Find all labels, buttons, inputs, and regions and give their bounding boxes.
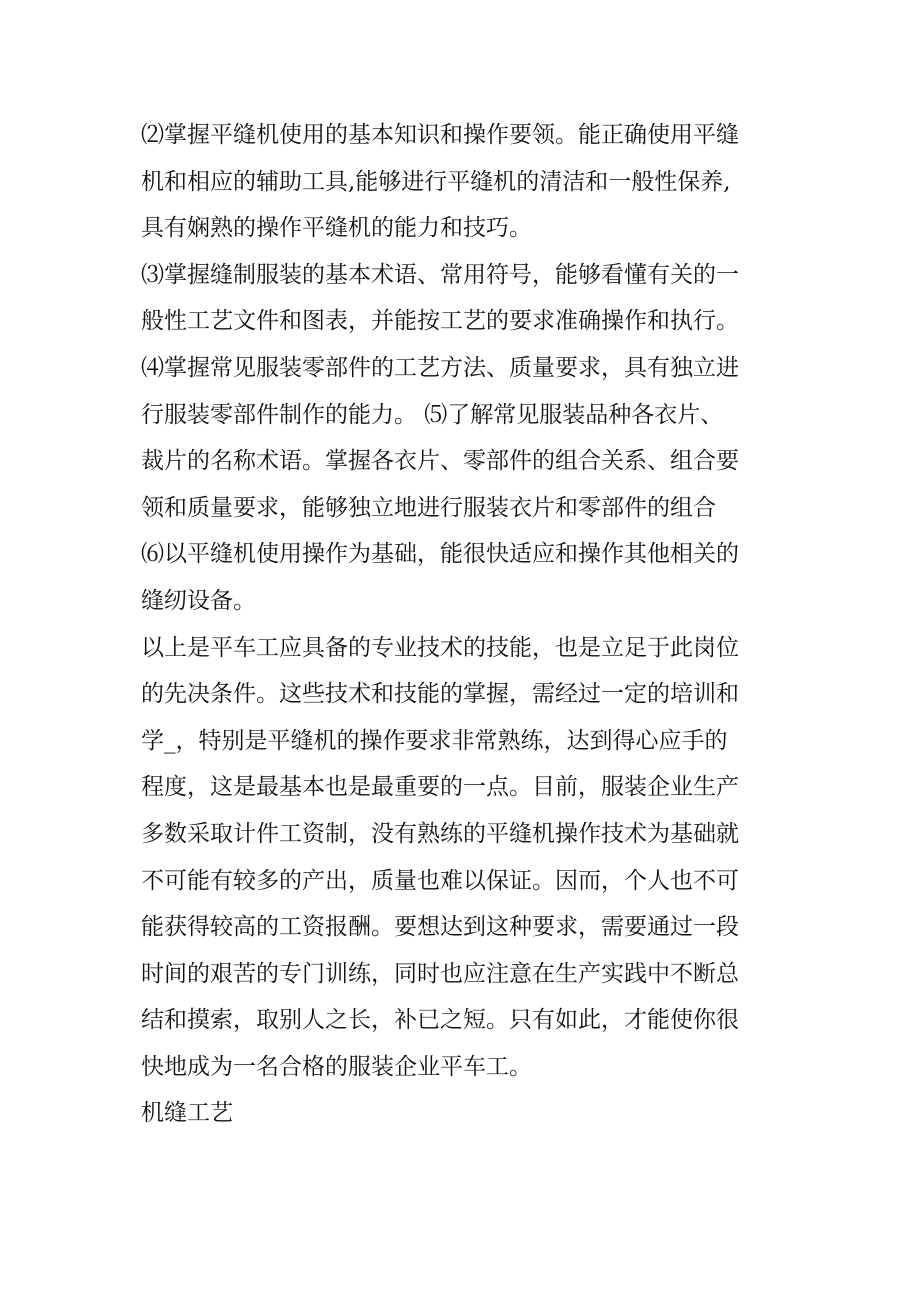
text-line: 学_，特别是平缝机的操作要求非常熟练，达到得心应手的 (141, 727, 728, 754)
text-line: 以上是平车工应具备的专业技术的技能，也是立足于此岗位 (141, 634, 739, 661)
text-line: 裁片的名称术语。掌握各衣片、零部件的组合关系、组合要 (141, 448, 739, 475)
text-line: 领和质量要求，能够独立地进行服装衣片和零部件的组合 (141, 494, 716, 521)
text-line: 时间的艰苦的专门训练，同时也应注意在生产实践中不断总 (141, 960, 739, 987)
text-line: 结和摸索，取别人之长，补已之短。只有如此，才能使你很 (141, 1007, 739, 1034)
text-line: 快地成为一名合格的服装企业平车工。 (141, 1053, 532, 1080)
text-line: 具有娴熟的操作平缝机的能力和技巧。 (141, 215, 532, 242)
text-line: 的先决条件。这些技术和技能的掌握，需经过一定的培训和 (141, 681, 739, 708)
section-heading: 机缝工艺 (141, 1100, 233, 1127)
text-line: 不可能有较多的产出，质量也难以保证。因而，个人也不可 (141, 867, 739, 894)
document-body (141, 112, 801, 1137)
text-line: 多数采取计件工资制，没有熟练的平缝机操作技术为基础就 (141, 820, 739, 847)
text-line: ⑶掌握缝制服装的基本术语、常用符号，能够看懂有关的一 (141, 261, 739, 288)
text-line: 能获得较高的工资报酬。要想达到这种要求，需要通过一段 (141, 914, 739, 941)
text-line: ⑹以平缝机使用操作为基础，能很快适应和操作其他相关的 (141, 541, 739, 568)
text-line: 缝纫设备。 (141, 587, 256, 614)
text-line: 般性工艺文件和图表，并能按工艺的要求准确操作和执行。 (141, 308, 739, 335)
text-line: 机和相应的辅助工具,能够进行平缝机的清洁和一般性保养, (141, 168, 731, 195)
text-line: 程度，这是最基本也是最重要的一点。目前，服装企业生产 (141, 774, 739, 801)
text-line: ⑷掌握常见服装零部件的工艺方法、质量要求，具有独立进 (141, 354, 739, 381)
text-line: 行服装零部件制作的能力。 ⑸了解常见服装品种各衣片、 (141, 401, 724, 428)
text-line: ⑵掌握平缝机使用的基本知识和操作要领。能正确使用平缝 (141, 122, 739, 148)
